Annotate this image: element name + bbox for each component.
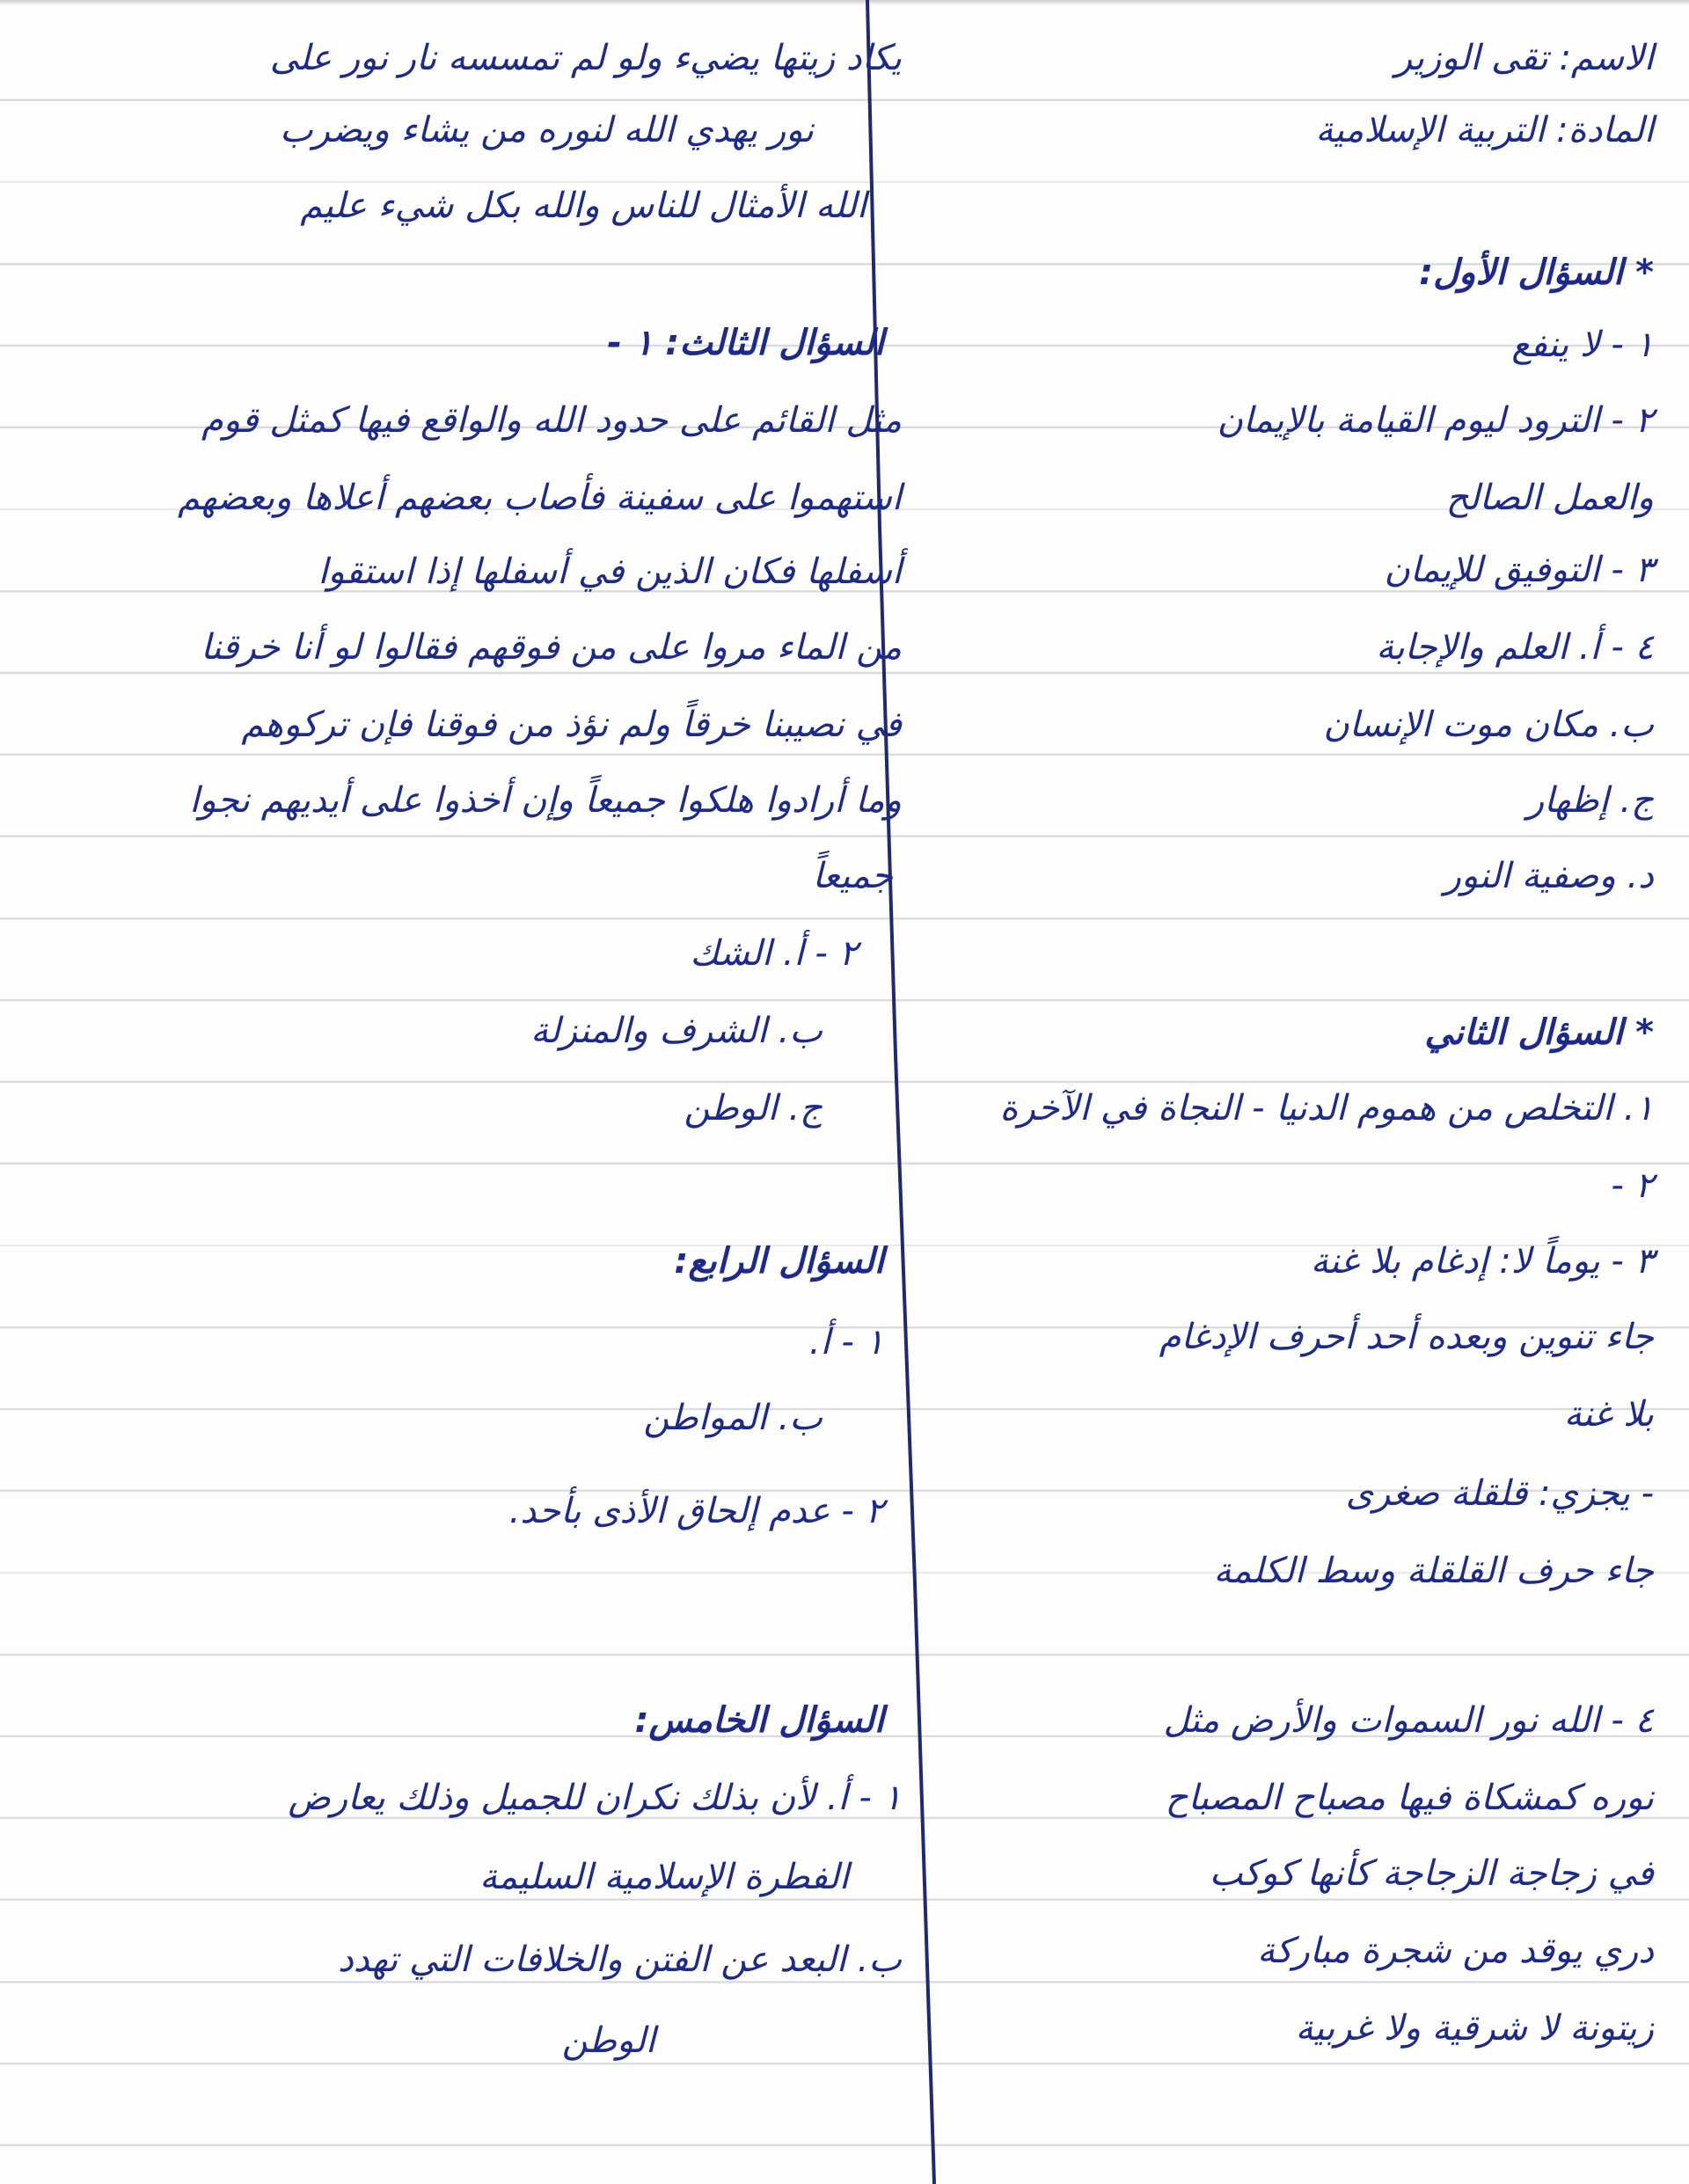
answer-line: ٣ - التوفيق للإيمان	[1384, 550, 1654, 590]
answer-line: ٢ - أ. الشك	[690, 933, 858, 974]
answer-line: مثل القائم على حدود الله والواقع فيها كمثل قوم	[201, 400, 902, 441]
answer-line: د. وصفية النور	[1444, 856, 1654, 896]
answer-line: ٣ - يوماً لا: إدغام بلا غنة	[1310, 1241, 1654, 1282]
answer-line: ٢ -	[1611, 1165, 1654, 1206]
answer-line: في نصيبنا خرقاً ولم نؤذ من فوقنا فإن تركوهم	[241, 705, 902, 745]
answer-line: ٤ - الله نور السموات والأرض مثل	[1163, 1700, 1654, 1741]
question-5-heading: السؤال الخامس:	[634, 1700, 884, 1741]
question-3-heading: السؤال الثالث: ١ -	[607, 323, 884, 363]
answer-line: يكاد زيتها يضيء ولو لم تمسسه نار نور على	[269, 38, 902, 78]
answer-line: ب. البعد عن الفتن والخلافات التي تهدد	[337, 1939, 902, 1980]
answer-line: ١ - أ.	[808, 1322, 884, 1362]
right-column	[950, 0, 1671, 2184]
answer-line: ١ - أ. لأن بذلك نكران للجميل وذلك يعارض	[288, 1778, 902, 1818]
answer-line: زيتونة لا شرقية ولا غربية	[1295, 2008, 1654, 2049]
answer-line: ٢ - الترود ليوم القيامة بالإيمان	[1217, 400, 1654, 441]
answer-line: دري يوقد من شجرة مباركة	[1257, 1931, 1654, 1971]
answer-line: الوطن	[561, 2020, 655, 2061]
answer-line: استهموا على سفينة فأصاب بعضهم أعلاها وبعضهم	[177, 478, 902, 518]
answer-line: في زجاجة الزجاجة كأنها كوكب	[1209, 1853, 1654, 1894]
answer-line: الله الأمثال للناس والله بكل شيء عليم	[300, 186, 866, 226]
answer-line: بلا غنة	[1563, 1394, 1654, 1435]
answer-line: - يجزي: قلقلة صغرى	[1345, 1473, 1654, 1514]
name-line: الاسم: تقى الوزير	[1394, 38, 1654, 78]
answer-line: الفطرة الإسلامية السليمة	[479, 1857, 849, 1897]
answer-line: جميعاً	[812, 856, 893, 896]
answer-line: ١ - لا ينفع	[1511, 325, 1654, 365]
answer-line: من الماء مروا على من فوقهم فقالوا لو أنا خرقنا	[201, 627, 902, 668]
question-1-heading: * السؤال الأول:	[1419, 252, 1654, 293]
answer-line: ١. التخلص من هموم الدنيا - النجاة في الآخرة	[999, 1088, 1654, 1129]
answer-line: ج. إظهار	[1526, 780, 1654, 821]
answer-line: ب. المواطن	[643, 1398, 823, 1438]
subject-line: المادة: التربية الإسلامية	[1315, 110, 1654, 150]
answer-line: ٢ - عدم إلحاق الأذى بأحد.	[508, 1491, 884, 1531]
answer-line: جاء تنوين وبعده أحد أحرف الإدغام	[1159, 1317, 1654, 1357]
answer-line: نوره كمشكاة فيها مصباح المصباح	[1165, 1778, 1654, 1818]
answer-line: ب. مكان موت الإنسان	[1323, 705, 1654, 745]
answer-line: ج. الوطن	[684, 1088, 823, 1129]
question-2-heading: * السؤال الثاني	[1424, 1012, 1654, 1053]
answer-line: نور يهدي الله لنوره من يشاء ويضرب	[279, 110, 814, 150]
answer-line: ٤ - أ. العلم والإجابة	[1376, 627, 1654, 668]
question-4-heading: السؤال الرابع:	[674, 1241, 884, 1282]
answer-line: ب. الشرف والمنزلة	[530, 1011, 823, 1051]
answer-line: أسفلها فكان الذين في أسفلها إذا استقوا	[318, 551, 902, 592]
answer-line: والعمل الصالح	[1445, 478, 1654, 518]
answer-line: وما أرادوا هلكوا جميعاً وإن أخذوا على أيديهم نجوا	[189, 780, 902, 821]
answer-line: جاء حرف القلقلة وسط الكلمة	[1213, 1551, 1654, 1591]
